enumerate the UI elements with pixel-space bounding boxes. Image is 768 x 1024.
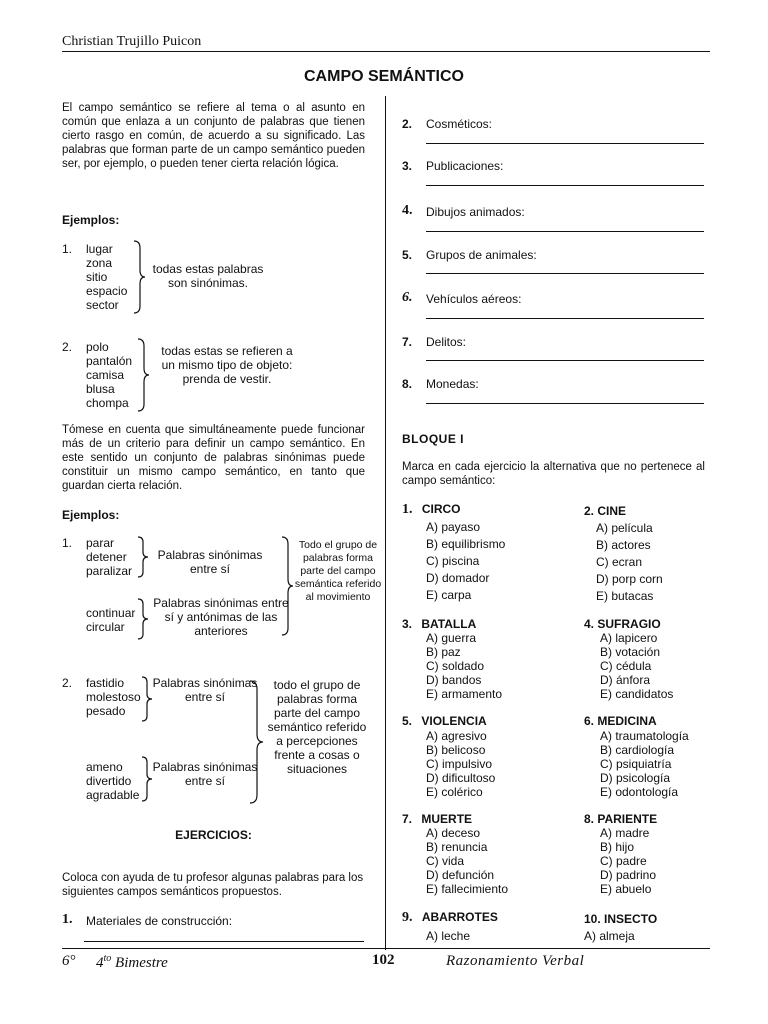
exercise-label: Publicaciones:	[426, 159, 504, 173]
option-item[interactable]: A) lapicero	[600, 631, 658, 645]
option-item[interactable]: D) padrino	[600, 868, 657, 882]
question-title: SUFRAGIO	[597, 617, 661, 631]
list-item: polo	[86, 340, 109, 354]
question-title: ABARROTES	[421, 910, 498, 924]
header-author: Christian Trujillo Puicon	[62, 34, 202, 49]
question-number: 8.	[584, 812, 595, 826]
list-item: espacio	[86, 284, 128, 298]
option-item[interactable]: C) cédula	[600, 659, 652, 673]
question-cine	[584, 504, 626, 518]
question-title: CINE	[597, 504, 627, 518]
list-item: sector	[86, 298, 119, 312]
exercise-label: Dibujos animados:	[426, 205, 525, 219]
option-item[interactable]: A) agresivo	[426, 729, 487, 743]
question-title: INSECTO	[604, 912, 658, 926]
option-list	[426, 826, 508, 896]
answer-line[interactable]	[426, 273, 704, 274]
answer-line[interactable]	[426, 318, 704, 319]
option-list	[584, 929, 635, 943]
option-item[interactable]: D) defunción	[426, 868, 495, 882]
example-note: Palabras sinónimas entre sí	[152, 676, 258, 704]
bloque-heading: BLOQUE I	[402, 432, 465, 446]
example-note: todas estas se refieren a un mismo tipo de objeto: prenda de vestir.	[161, 344, 293, 386]
option-list	[426, 631, 502, 701]
list-item: detener	[86, 550, 127, 564]
exercise-number: 7.	[402, 335, 413, 349]
option-item[interactable]: C) padre	[600, 854, 647, 868]
list-item: lugar	[86, 242, 113, 256]
example-number: 1.	[62, 242, 73, 256]
ejercicios-heading: EJERCICIOS:	[175, 828, 252, 842]
example-note: Palabras sinónimas entre sí	[152, 760, 258, 788]
example-number: 2.	[62, 340, 73, 354]
option-item[interactable]: B) actores	[596, 538, 651, 552]
question-title: PARIENTE	[597, 812, 658, 826]
option-item[interactable]: C) piscina	[426, 554, 480, 568]
list-item: ameno	[86, 760, 123, 774]
option-list	[600, 631, 673, 701]
question-title: MUERTE	[421, 812, 473, 826]
list-item: paralizar	[86, 564, 133, 578]
answer-line[interactable]	[426, 231, 704, 232]
exercise-label: Monedas:	[426, 377, 479, 391]
exercise-label: Grupos de animales:	[426, 248, 537, 262]
question-sufragio	[584, 617, 661, 631]
word-list	[86, 676, 141, 718]
page-number: 102	[372, 952, 395, 968]
ejemplos-heading-1: Ejemplos:	[62, 213, 120, 227]
option-list	[596, 520, 663, 605]
question-number: 4.	[584, 617, 595, 631]
option-item[interactable]: B) renuncia	[426, 840, 488, 854]
question-medicina	[584, 714, 657, 728]
example-note: todas estas palabras son sinónimas.	[152, 262, 264, 290]
list-item: zona	[86, 256, 113, 270]
question-pariente	[584, 812, 657, 826]
option-item[interactable]: A) leche	[426, 929, 471, 943]
answer-line[interactable]	[426, 360, 704, 361]
bloque-instruction: Marca en cada ejercicio la alternativa que no pertenece al campo semántico:	[402, 461, 705, 487]
list-item: agradable	[86, 788, 140, 802]
option-item[interactable]: A) guerra	[426, 631, 477, 645]
option-item[interactable]: B) belicoso	[426, 743, 486, 757]
exercise-label: Cosméticos:	[426, 117, 493, 131]
footer-subject: Razonamiento Verbal	[446, 953, 585, 969]
option-item[interactable]: D) domador	[426, 571, 490, 585]
paragraph-2: Tómese en cuenta que simultáneamente puede funcionar más de un criterio para definir un campo semántico. En este sentido un conjunto de palabras sinónimas puede constituir un mismo campo semántico, en tanto que guardan cierta relación.	[62, 424, 365, 492]
question-circo	[402, 502, 461, 518]
word-list	[86, 340, 132, 410]
example-number: 2.	[62, 676, 73, 690]
ejemplos-heading-2: Ejemplos:	[62, 508, 120, 522]
list-item: pesado	[86, 704, 126, 718]
option-item[interactable]: B) paz	[426, 645, 461, 659]
exercise-number: 8.	[402, 377, 413, 391]
exercise-label: Materiales de construcción:	[86, 914, 233, 928]
option-item[interactable]: A) película	[596, 521, 653, 535]
option-item[interactable]: E) carpa	[426, 588, 472, 602]
list-item: circular	[86, 620, 125, 634]
example-number: 1.	[62, 536, 73, 550]
answer-line[interactable]	[426, 185, 704, 186]
list-item: continuar	[86, 606, 136, 620]
footer-grade: 6°	[62, 953, 76, 969]
option-item[interactable]: D) psicología	[600, 771, 671, 785]
option-item[interactable]: A) payaso	[426, 520, 481, 534]
example-note: Todo el grupo de palabras forma parte del campo semántica referido al movimiento	[294, 539, 382, 603]
option-item[interactable]: C) impulsivo	[426, 757, 493, 771]
option-item[interactable]: A) madre	[600, 826, 650, 840]
option-item[interactable]: D) ánfora	[600, 673, 651, 687]
exercise-label: Vehículos aéreos:	[426, 292, 522, 306]
option-list	[426, 929, 470, 943]
list-item: pantalón	[86, 354, 133, 368]
example-note: Palabras sinónimas entre sí y antónimas de las anteriores	[153, 596, 289, 638]
question-number: 3.	[402, 617, 413, 631]
page-title: CAMPO SEMÁNTICO	[304, 68, 464, 85]
option-item[interactable]: A) deceso	[426, 826, 481, 840]
option-item[interactable]: B) hijo	[600, 840, 635, 854]
exercise-number: 3.	[402, 159, 413, 173]
option-item[interactable]: D) porp corn	[596, 572, 663, 586]
list-item: blusa	[86, 382, 115, 396]
list-item: chompa	[86, 396, 129, 410]
option-list	[426, 729, 495, 799]
list-item: fastidio	[86, 676, 125, 690]
option-item[interactable]: B) cardiología	[600, 743, 675, 757]
question-muerte	[402, 812, 472, 826]
option-item[interactable]: C) vida	[426, 854, 465, 868]
question-title: BATALLA	[421, 617, 477, 631]
word-list	[86, 242, 127, 312]
list-item: parar	[86, 536, 115, 550]
question-title: CIRCO	[421, 502, 461, 516]
option-item[interactable]: A) traumatología	[600, 729, 689, 743]
option-item[interactable]: E) armamento	[426, 687, 503, 701]
list-item: divertido	[86, 774, 132, 788]
option-item[interactable]: D) dificultoso	[426, 771, 496, 785]
option-item[interactable]: A) almeja	[584, 929, 635, 943]
option-item[interactable]: C) soldado	[426, 659, 485, 673]
option-item[interactable]: C) psiquiatría	[600, 757, 672, 771]
question-number: 6.	[584, 714, 595, 728]
option-item[interactable]: E) abuelo	[600, 882, 652, 896]
option-list	[600, 729, 689, 799]
footer-term: $4^{to}$ Bimestre	[96, 953, 168, 971]
exercise-number: 1.	[62, 912, 73, 927]
option-item[interactable]: C) ecran	[596, 555, 643, 569]
question-title: VIOLENCIA	[421, 714, 487, 728]
list-item: camisa	[86, 368, 125, 382]
option-item[interactable]: D) bandos	[426, 673, 482, 687]
intro-paragraph: El campo semántico se refiere al tema o al asunto en común que enlaza a un conjunto de palabras que tienen cierto rasgo en común, de acuerdo a su significado. Las palabras que forman parte de un campo semántico pueden ser, por ejemplo, o pueden tener cierta relación lógica.	[62, 102, 365, 170]
example-note: Palabras sinónimas entre sí	[157, 548, 263, 576]
option-item[interactable]: E) butacas	[596, 589, 654, 603]
column-divider	[385, 96, 386, 950]
option-item[interactable]: B) votación	[600, 645, 661, 659]
exercise-number: 5.	[402, 248, 413, 262]
question-insecto	[584, 912, 657, 926]
option-list	[600, 826, 656, 896]
question-number: 2.	[584, 504, 595, 518]
exercise-label: Delitos:	[426, 335, 467, 349]
question-number: 5.	[402, 714, 413, 728]
ejercicios-instruction: Coloca con ayuda de tu profesor algunas palabras para los siguientes campos semánticos propuestos.	[62, 872, 364, 898]
exercise-number: 4.	[402, 203, 413, 218]
word-list	[86, 536, 132, 578]
question-abarrotes	[402, 910, 498, 926]
footer-rule	[62, 948, 710, 949]
header-rule	[62, 51, 710, 52]
question-batalla	[402, 617, 476, 631]
option-list	[426, 519, 505, 604]
question-violencia	[402, 714, 487, 728]
exercise-number: 6.	[402, 290, 413, 305]
option-item[interactable]: E) odontología	[600, 785, 679, 799]
question-number: 7.	[402, 812, 413, 826]
option-item[interactable]: E) fallecimiento	[426, 882, 509, 896]
list-item: molestoso	[86, 690, 141, 704]
question-number: 1.	[402, 502, 413, 517]
question-title: MEDICINA	[597, 714, 657, 728]
option-item[interactable]: E) candidatos	[600, 687, 674, 701]
question-number: 10.	[584, 912, 601, 926]
exercise-number: 2.	[402, 117, 413, 131]
list-item: sitio	[86, 270, 108, 284]
word-list	[86, 606, 135, 634]
answer-line[interactable]	[426, 143, 704, 144]
option-item[interactable]: B) equilibrismo	[426, 537, 506, 551]
answer-line[interactable]	[426, 403, 704, 404]
question-number: 9.	[402, 910, 413, 925]
word-list	[86, 760, 139, 802]
example-note: todo el grupo de palabras forma parte del campo semántico referido a percepciones frente a cosas o situaciones	[267, 678, 367, 776]
answer-line[interactable]	[84, 941, 364, 942]
option-item[interactable]: E) colérico	[426, 785, 483, 799]
